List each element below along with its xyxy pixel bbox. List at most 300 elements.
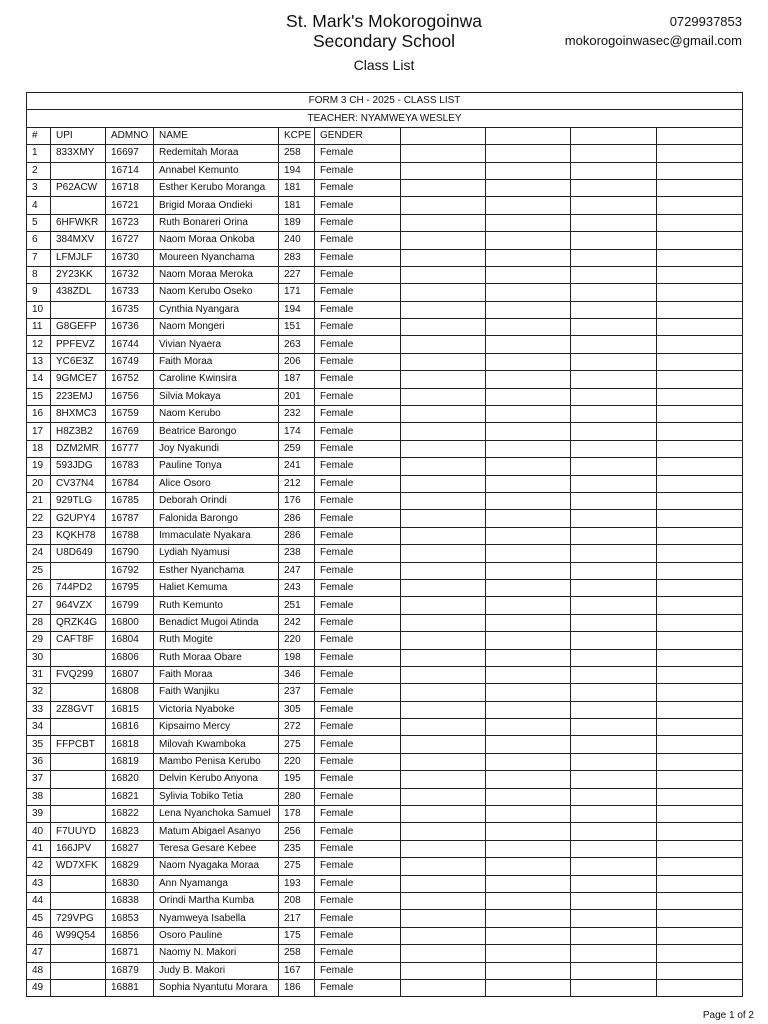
upi-cell: FVQ299	[51, 666, 106, 683]
empty-cell	[486, 197, 571, 214]
name-cell: Faith Wanjiku	[154, 684, 279, 701]
kcpe-cell: 208	[279, 892, 315, 909]
empty-cell	[401, 614, 486, 631]
upi-cell: 2Y23KK	[51, 266, 106, 283]
admno-cell: 16881	[106, 979, 154, 996]
upi-cell	[51, 684, 106, 701]
kcpe-cell: 240	[279, 232, 315, 249]
table-row	[27, 788, 743, 805]
empty-cell	[401, 492, 486, 509]
admno-cell: 16732	[106, 266, 154, 283]
table-row	[27, 179, 743, 196]
empty-cell	[401, 719, 486, 736]
row-index: 42	[27, 858, 51, 875]
empty-cell	[486, 179, 571, 196]
name-cell: Lydiah Nyamusi	[154, 545, 279, 562]
admno-cell: 16744	[106, 336, 154, 353]
name-cell: Annabel Kemunto	[154, 162, 279, 179]
empty-cell	[571, 753, 657, 770]
name-cell: Naom Nyagaka Moraa	[154, 858, 279, 875]
name-cell: Naom Kerubo	[154, 406, 279, 423]
empty-cell	[486, 162, 571, 179]
empty-cell	[571, 771, 657, 788]
empty-cell	[571, 179, 657, 196]
admno-cell: 16792	[106, 562, 154, 579]
name-cell: Redemitah Moraa	[154, 145, 279, 162]
empty-cell	[571, 858, 657, 875]
admno-cell: 16790	[106, 545, 154, 562]
empty-cell	[486, 475, 571, 492]
gender-cell: Female	[315, 336, 401, 353]
empty-cell	[657, 492, 743, 509]
empty-cell	[401, 945, 486, 962]
kcpe-cell: 259	[279, 440, 315, 457]
row-index: 3	[27, 179, 51, 196]
empty-cell	[657, 945, 743, 962]
empty-cell	[486, 840, 571, 857]
row-index: 1	[27, 145, 51, 162]
admno-cell: 16787	[106, 510, 154, 527]
row-index: 19	[27, 458, 51, 475]
name-cell: Naom Mongeri	[154, 319, 279, 336]
name-cell: Moureen Nyanchama	[154, 249, 279, 266]
empty-cell	[401, 284, 486, 301]
kcpe-cell: 175	[279, 927, 315, 944]
empty-cell	[571, 875, 657, 892]
page-number: Page 1 of 2	[702, 1010, 754, 1021]
empty-cell	[401, 423, 486, 440]
name-cell: Judy B. Makori	[154, 962, 279, 979]
empty-cell	[657, 701, 743, 718]
upi-cell	[51, 719, 106, 736]
kcpe-cell: 256	[279, 823, 315, 840]
name-cell: Naomy N. Makori	[154, 945, 279, 962]
kcpe-cell: 198	[279, 649, 315, 666]
empty-cell	[657, 371, 743, 388]
empty-cell	[657, 684, 743, 701]
row-index: 6	[27, 232, 51, 249]
row-index: 16	[27, 406, 51, 423]
table-row	[27, 388, 743, 405]
table-row	[27, 266, 743, 283]
gender-cell: Female	[315, 962, 401, 979]
row-index: 27	[27, 597, 51, 614]
row-index: 33	[27, 701, 51, 718]
empty-cell	[486, 284, 571, 301]
empty-cell	[657, 179, 743, 196]
admno-cell: 16821	[106, 788, 154, 805]
row-index: 34	[27, 719, 51, 736]
empty-cell	[486, 371, 571, 388]
row-index: 11	[27, 319, 51, 336]
admno-cell: 16756	[106, 388, 154, 405]
row-index: 14	[27, 371, 51, 388]
upi-cell: CAFT8F	[51, 632, 106, 649]
name-cell: Joy Nyakundi	[154, 440, 279, 457]
empty-cell	[486, 614, 571, 631]
admno-cell: 16838	[106, 892, 154, 909]
gender-cell: Female	[315, 753, 401, 770]
row-index: 41	[27, 840, 51, 857]
empty-cell	[486, 579, 571, 596]
empty-cell	[571, 649, 657, 666]
header-name: NAME	[154, 127, 279, 144]
admno-cell: 16735	[106, 301, 154, 318]
upi-cell	[51, 806, 106, 823]
gender-cell: Female	[315, 406, 401, 423]
header-blank-4	[657, 127, 743, 144]
row-index: 13	[27, 353, 51, 370]
name-cell: Silvia Mokaya	[154, 388, 279, 405]
kcpe-cell: 280	[279, 788, 315, 805]
table-row	[27, 579, 743, 596]
kcpe-cell: 242	[279, 614, 315, 631]
table-row	[27, 666, 743, 683]
table-row	[27, 197, 743, 214]
row-index: 48	[27, 962, 51, 979]
empty-cell	[657, 423, 743, 440]
kcpe-cell: 241	[279, 458, 315, 475]
name-cell: Orindi Martha Kumba	[154, 892, 279, 909]
admno-cell: 16723	[106, 214, 154, 231]
table-row	[27, 927, 743, 944]
admno-cell: 16806	[106, 649, 154, 666]
empty-cell	[401, 579, 486, 596]
upi-cell: F7UUYD	[51, 823, 106, 840]
kcpe-cell: 235	[279, 840, 315, 857]
row-index: 2	[27, 162, 51, 179]
empty-cell	[657, 232, 743, 249]
upi-cell	[51, 979, 106, 996]
upi-cell	[51, 771, 106, 788]
row-index: 44	[27, 892, 51, 909]
name-cell: Esther Kerubo Moranga	[154, 179, 279, 196]
empty-cell	[401, 527, 486, 544]
row-index: 40	[27, 823, 51, 840]
empty-cell	[401, 319, 486, 336]
empty-cell	[401, 840, 486, 857]
empty-cell	[571, 632, 657, 649]
gender-cell: Female	[315, 197, 401, 214]
upi-cell: FFPCBT	[51, 736, 106, 753]
table-row	[27, 423, 743, 440]
kcpe-cell: 178	[279, 806, 315, 823]
admno-cell: 16697	[106, 145, 154, 162]
empty-cell	[486, 753, 571, 770]
gender-cell: Female	[315, 284, 401, 301]
row-index: 18	[27, 440, 51, 457]
table-row	[27, 371, 743, 388]
gender-cell: Female	[315, 562, 401, 579]
upi-cell	[51, 962, 106, 979]
table-row	[27, 892, 743, 909]
empty-cell	[486, 962, 571, 979]
empty-cell	[486, 527, 571, 544]
empty-cell	[571, 266, 657, 283]
empty-cell	[571, 684, 657, 701]
empty-cell	[486, 266, 571, 283]
empty-cell	[486, 875, 571, 892]
empty-cell	[571, 614, 657, 631]
row-index: 39	[27, 806, 51, 823]
name-cell: Caroline Kwinsira	[154, 371, 279, 388]
admno-cell: 16830	[106, 875, 154, 892]
gender-cell: Female	[315, 840, 401, 857]
kcpe-cell: 212	[279, 475, 315, 492]
name-cell: Teresa Gesare Kebee	[154, 840, 279, 857]
empty-cell	[571, 806, 657, 823]
empty-cell	[571, 979, 657, 996]
upi-cell: QRZK4G	[51, 614, 106, 631]
empty-cell	[401, 249, 486, 266]
empty-cell	[571, 319, 657, 336]
header-admno: ADMNO	[106, 127, 154, 144]
name-cell: Pauline Tonya	[154, 458, 279, 475]
name-cell: Cynthia Nyangara	[154, 301, 279, 318]
empty-cell	[657, 666, 743, 683]
table-row	[27, 840, 743, 857]
empty-cell	[486, 458, 571, 475]
empty-cell	[571, 910, 657, 927]
name-cell: Brigid Moraa Ondieki	[154, 197, 279, 214]
empty-cell	[571, 353, 657, 370]
empty-cell	[401, 145, 486, 162]
name-cell: Naom Moraa Onkoba	[154, 232, 279, 249]
name-cell: Osoro Pauline	[154, 927, 279, 944]
empty-cell	[571, 440, 657, 457]
kcpe-cell: 167	[279, 962, 315, 979]
admno-cell: 16815	[106, 701, 154, 718]
empty-cell	[486, 545, 571, 562]
empty-cell	[486, 249, 571, 266]
name-cell: Nyamweya Isabella	[154, 910, 279, 927]
empty-cell	[657, 249, 743, 266]
gender-cell: Female	[315, 632, 401, 649]
upi-cell: 438ZDL	[51, 284, 106, 301]
empty-cell	[486, 336, 571, 353]
table-row	[27, 527, 743, 544]
class-list-banner: FORM 3 CH - 2025 - CLASS LIST	[27, 93, 743, 110]
admno-cell: 16777	[106, 440, 154, 457]
row-index: 10	[27, 301, 51, 318]
gender-cell: Female	[315, 858, 401, 875]
empty-cell	[486, 301, 571, 318]
row-index: 7	[27, 249, 51, 266]
kcpe-cell: 194	[279, 162, 315, 179]
empty-cell	[571, 545, 657, 562]
empty-cell	[486, 232, 571, 249]
gender-cell: Female	[315, 545, 401, 562]
empty-cell	[657, 214, 743, 231]
admno-cell: 16752	[106, 371, 154, 388]
upi-cell	[51, 301, 106, 318]
empty-cell	[571, 892, 657, 909]
table-row	[27, 649, 743, 666]
name-cell: Faith Moraa	[154, 353, 279, 370]
kcpe-cell: 220	[279, 632, 315, 649]
teacher-name: TEACHER: NYAMWEYA WESLEY	[27, 110, 743, 127]
upi-cell	[51, 649, 106, 666]
table-row	[27, 319, 743, 336]
kcpe-cell: 286	[279, 510, 315, 527]
table-row	[27, 162, 743, 179]
empty-cell	[401, 684, 486, 701]
row-index: 28	[27, 614, 51, 631]
table-row	[27, 249, 743, 266]
empty-cell	[401, 562, 486, 579]
kcpe-cell: 206	[279, 353, 315, 370]
empty-cell	[571, 962, 657, 979]
row-index: 17	[27, 423, 51, 440]
upi-cell: G8GEFP	[51, 319, 106, 336]
name-cell: Victoria Nyaboke	[154, 701, 279, 718]
kcpe-cell: 272	[279, 719, 315, 736]
row-index: 12	[27, 336, 51, 353]
table-row	[27, 875, 743, 892]
empty-cell	[571, 945, 657, 962]
empty-cell	[486, 892, 571, 909]
upi-cell: YC6E3Z	[51, 353, 106, 370]
upi-cell: 2Z8GVT	[51, 701, 106, 718]
empty-cell	[657, 806, 743, 823]
upi-cell: 729VPG	[51, 910, 106, 927]
table-row	[27, 771, 743, 788]
admno-cell: 16749	[106, 353, 154, 370]
table-row	[27, 910, 743, 927]
table-row	[27, 145, 743, 162]
admno-cell: 16856	[106, 927, 154, 944]
kcpe-cell: 193	[279, 875, 315, 892]
empty-cell	[657, 353, 743, 370]
name-cell: Delvin Kerubo Anyona	[154, 771, 279, 788]
admno-cell: 16788	[106, 527, 154, 544]
kcpe-cell: 181	[279, 197, 315, 214]
upi-cell: 6HFWKR	[51, 214, 106, 231]
gender-cell: Female	[315, 910, 401, 927]
admno-cell: 16822	[106, 806, 154, 823]
kcpe-cell: 243	[279, 579, 315, 596]
upi-cell: 9GMCE7	[51, 371, 106, 388]
header-blank-3	[571, 127, 657, 144]
table-row	[27, 336, 743, 353]
gender-cell: Female	[315, 875, 401, 892]
gender-cell: Female	[315, 806, 401, 823]
empty-cell	[401, 632, 486, 649]
empty-cell	[657, 319, 743, 336]
admno-cell: 16730	[106, 249, 154, 266]
gender-cell: Female	[315, 319, 401, 336]
empty-cell	[657, 979, 743, 996]
admno-cell: 16759	[106, 406, 154, 423]
admno-cell: 16785	[106, 492, 154, 509]
gender-cell: Female	[315, 266, 401, 283]
kcpe-cell: 171	[279, 284, 315, 301]
kcpe-cell: 151	[279, 319, 315, 336]
gender-cell: Female	[315, 649, 401, 666]
table-row	[27, 562, 743, 579]
admno-cell: 16736	[106, 319, 154, 336]
name-cell: Naom Kerubo Oseko	[154, 284, 279, 301]
table-row	[27, 492, 743, 509]
admno-cell: 16827	[106, 840, 154, 857]
gender-cell: Female	[315, 945, 401, 962]
empty-cell	[486, 145, 571, 162]
empty-cell	[486, 910, 571, 927]
empty-cell	[571, 823, 657, 840]
empty-cell	[657, 545, 743, 562]
header-blank-1	[401, 127, 486, 144]
gender-cell: Female	[315, 597, 401, 614]
row-index: 36	[27, 753, 51, 770]
upi-cell: 929TLG	[51, 492, 106, 509]
kcpe-cell: 227	[279, 266, 315, 283]
gender-cell: Female	[315, 979, 401, 996]
gender-cell: Female	[315, 684, 401, 701]
kcpe-cell: 194	[279, 301, 315, 318]
upi-cell	[51, 753, 106, 770]
empty-cell	[401, 545, 486, 562]
kcpe-cell: 238	[279, 545, 315, 562]
empty-cell	[657, 736, 743, 753]
table-row	[27, 736, 743, 753]
empty-cell	[571, 840, 657, 857]
empty-cell	[401, 701, 486, 718]
empty-cell	[401, 336, 486, 353]
kcpe-cell: 247	[279, 562, 315, 579]
admno-cell: 16807	[106, 666, 154, 683]
empty-cell	[571, 371, 657, 388]
empty-cell	[571, 232, 657, 249]
empty-cell	[571, 736, 657, 753]
upi-cell: PPFEVZ	[51, 336, 106, 353]
gender-cell: Female	[315, 927, 401, 944]
empty-cell	[486, 440, 571, 457]
upi-cell: CV37N4	[51, 475, 106, 492]
kcpe-cell: 283	[279, 249, 315, 266]
upi-cell: 166JPV	[51, 840, 106, 857]
kcpe-cell: 189	[279, 214, 315, 231]
table-row	[27, 406, 743, 423]
name-cell: Benadict Mugoi Atinda	[154, 614, 279, 631]
gender-cell: Female	[315, 666, 401, 683]
upi-cell: W99Q54	[51, 927, 106, 944]
gender-cell: Female	[315, 388, 401, 405]
gender-cell: Female	[315, 179, 401, 196]
empty-cell	[486, 492, 571, 509]
empty-cell	[657, 614, 743, 631]
table-row	[27, 753, 743, 770]
school-phone: 0729937853	[669, 14, 742, 29]
upi-cell: 593JDG	[51, 458, 106, 475]
empty-cell	[401, 910, 486, 927]
admno-cell: 16820	[106, 771, 154, 788]
empty-cell	[486, 597, 571, 614]
empty-cell	[401, 666, 486, 683]
empty-cell	[571, 145, 657, 162]
empty-cell	[571, 475, 657, 492]
empty-cell	[401, 753, 486, 770]
upi-cell: G2UPY4	[51, 510, 106, 527]
empty-cell	[401, 979, 486, 996]
row-index: 32	[27, 684, 51, 701]
row-index: 43	[27, 875, 51, 892]
admno-cell: 16727	[106, 232, 154, 249]
kcpe-cell: 220	[279, 753, 315, 770]
table-row	[27, 214, 743, 231]
row-index: 25	[27, 562, 51, 579]
name-cell: Falonida Barongo	[154, 510, 279, 527]
empty-cell	[571, 510, 657, 527]
